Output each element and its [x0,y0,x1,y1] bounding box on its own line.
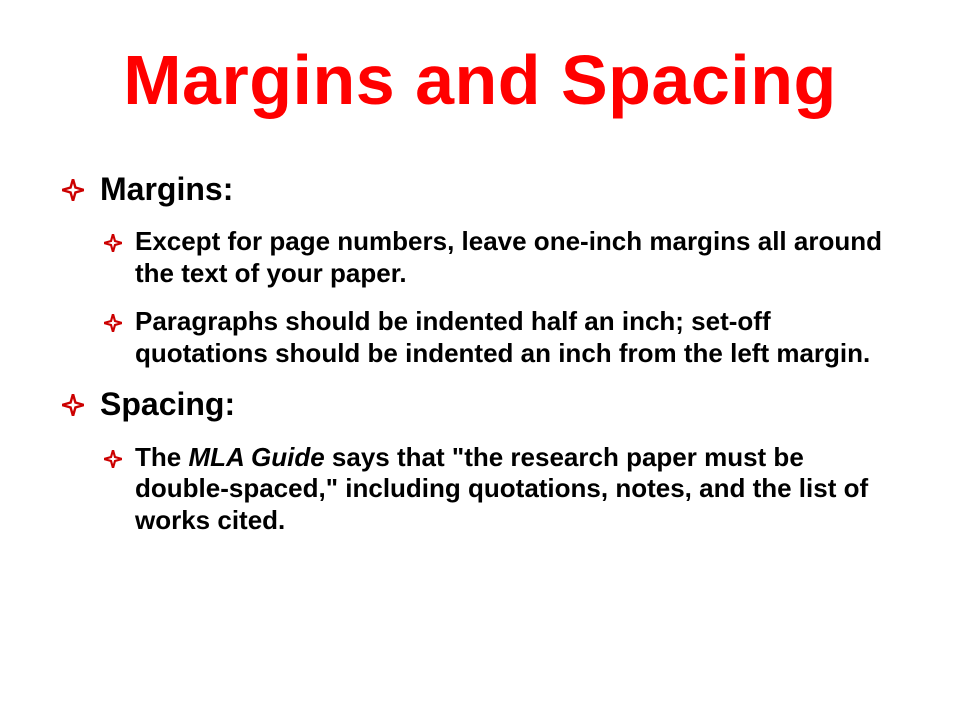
list-item [104,442,902,537]
list-item-text-suffix: says that "the research paper must be double-spaced," including quotations, notes, and the list of works cited. [135,441,869,536]
mla-guide-title: MLA Guide [188,441,325,472]
section-heading-label: Margins: [100,171,234,207]
slide-body [62,170,902,553]
four-point-star-icon [104,314,122,332]
list-item-text: Except for page numbers, leave one-inch margins all around the text of your paper. [135,226,882,289]
section-heading-label: Spacing: [100,386,236,423]
list-item-text: Paragraphs should be indented half an inch; set-off quotations should be indented an inch from the left margin. [135,305,871,368]
four-point-star-icon [62,394,84,416]
list-item-text [135,442,868,535]
slide-title: Margins and Spacing [123,41,837,119]
list-item [104,306,902,369]
list-item-text-prefix: The [135,441,189,472]
four-point-star-icon [62,179,84,201]
section-heading-spacing [62,385,902,423]
four-point-star-icon [104,450,122,468]
list-item [104,226,902,289]
section-heading-margins [62,170,902,208]
four-point-star-icon [104,234,122,252]
